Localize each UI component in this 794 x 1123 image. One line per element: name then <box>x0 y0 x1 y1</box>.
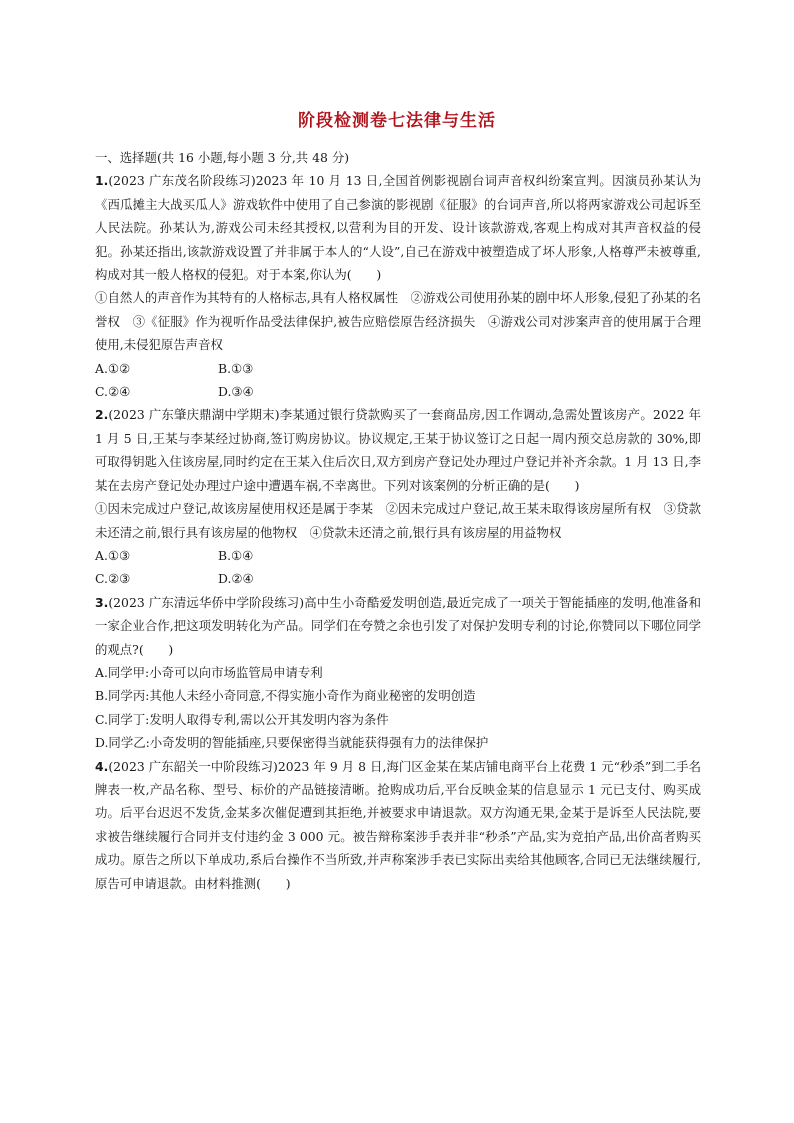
question-1 <box>95 169 701 403</box>
question-3-options <box>95 661 701 755</box>
page-title: 阶段检测卷七法律与生活 <box>298 111 496 131</box>
question-number: 2. <box>95 407 109 423</box>
option-a[interactable]: A.①② <box>95 360 131 376</box>
question-number: 3. <box>95 594 109 610</box>
option-d[interactable]: D.②④ <box>218 571 254 587</box>
question-2 <box>95 403 701 590</box>
option-d[interactable]: D.同学乙:小奇发明的智能插座,只要保密得当就能获得强有力的法律保护 <box>95 735 489 751</box>
question-4-stem <box>95 755 701 895</box>
option-c[interactable]: C.②④ <box>95 384 131 400</box>
question-text: (2023 广东肇庆鼎湖中学期末)李某通过银行贷款购买了一套商品房,因工作调动,急需处置该房产。2022 年 1 月 5 日,王某与李某经过协商,签订购房协议。协议规定,王某于协议签订之日起一周内预交总房款的 30%,即可取得钥匙入住该房屋,同时约定在王某入住后次日,双方到房产登记处办理过户登记并补齐余款。1 月 13 日,李某在去房产登记处办理过户途中遭遇车祸,不幸离世。下列对该案例的分析正确的是( ) <box>95 407 701 493</box>
option-a[interactable]: A.同学甲:小奇可以向市场监管局申请专利 <box>95 664 323 680</box>
option-a[interactable]: A.①③ <box>95 547 131 563</box>
question-number: 4. <box>95 758 109 774</box>
question-2-stem <box>95 403 701 497</box>
question-text: (2023 广东茂名阶段练习)2023 年 10 月 13 日,全国首例影视剧台词声音权纠纷案宣判。因演员孙某认为《西瓜摊主大战买瓜人》游戏软件中使用了自己参演的影视剧《征服》的台词声音,所以将两家游戏公司起诉至人民法院。孙某认为,游戏公司未经其授权,以营利为目的开发、设计该款游戏,客观上构成对其声音权益的侵犯。孙某还指出,该款游戏设置了并非属于本人的“人设”,自己在游戏中被塑造成了坏人形象,人格尊严未被尊重,构成对其一般人格权的侵犯。对于本案,你认为( ) <box>95 173 701 283</box>
question-4 <box>95 755 701 895</box>
question-3 <box>95 591 701 755</box>
option-c[interactable]: C.同学丁:发明人取得专利,需以公开其发明内容为条件 <box>95 711 389 727</box>
option-b[interactable]: B.①③ <box>218 360 254 376</box>
question-3-stem <box>95 591 701 661</box>
question-text: (2023 广东清远华侨中学阶段练习)高中生小奇酷爱发明创造,最近完成了一项关于智能插座的发明,他准备和一家企业合作,把这项发明转化为产品。同学们在夸赞之余也引发了对保护发明专利的讨论,你赞同以下哪位同学的观点?( ) <box>95 594 701 657</box>
question-2-statements: ①因未完成过户登记,故该房屋使用权还是属于李某 ②因未完成过户登记,故王某未取得该房屋所有权 ③贷款未还清之前,银行具有该房屋的他物权 ④贷款未还清之前,银行具有该房屋的用益物权 <box>95 501 701 540</box>
question-1-statements: ①自然人的声音作为其特有的人格标志,具有人格权属性 ②游戏公司使用孙某的剧中坏人形象,侵犯了孙某的名誉权 ③《征服》作为视听作品受法律保护,被告应赔偿原告经济损失 ④游戏公司对涉案声音的使用属于合理使用,未侵犯原告声音权 <box>95 290 701 353</box>
section-heading: 一、选择题(共 16 小题,每小题 3 分,共 48 分) <box>95 150 350 165</box>
question-1-stem <box>95 169 701 286</box>
option-c[interactable]: C.②③ <box>95 571 131 587</box>
question-2-options <box>95 544 701 591</box>
exam-content <box>95 146 701 895</box>
option-b[interactable]: B.同学丙:其他人未经小奇同意,不得实施小奇作为商业秘密的发明创造 <box>95 688 476 704</box>
option-d[interactable]: D.③④ <box>218 384 254 400</box>
option-b[interactable]: B.①④ <box>218 547 254 563</box>
question-text: (2023 广东韶关一中阶段练习)2023 年 9 月 8 日,海门区金某在某店铺电商平台上花费 1 元“秒杀”到二手名牌表一枚,产品名称、型号、标价的产品链接清晰。抢购成功后,平台反映金某的信息显示 1 元已支付、购买成功。后平台迟迟不发货,金某多次催促遭到其拒绝,并被要求申请退款。双方沟通无果,金某于是诉至人民法院,要求被告继续履行合同并支付违约金 3 000 元。被告辩称案涉手表并非“秒杀”产品,实为竞拍产品,出价高者购买成功。原告之所以下单成功,系后台操作不当所致,并声称案涉手表已实际出卖给其他顾客,合同已无法继续履行,原告可申请退款。由材料推测( ) <box>95 758 701 891</box>
question-number: 1. <box>95 173 109 189</box>
question-1-options <box>95 357 701 404</box>
